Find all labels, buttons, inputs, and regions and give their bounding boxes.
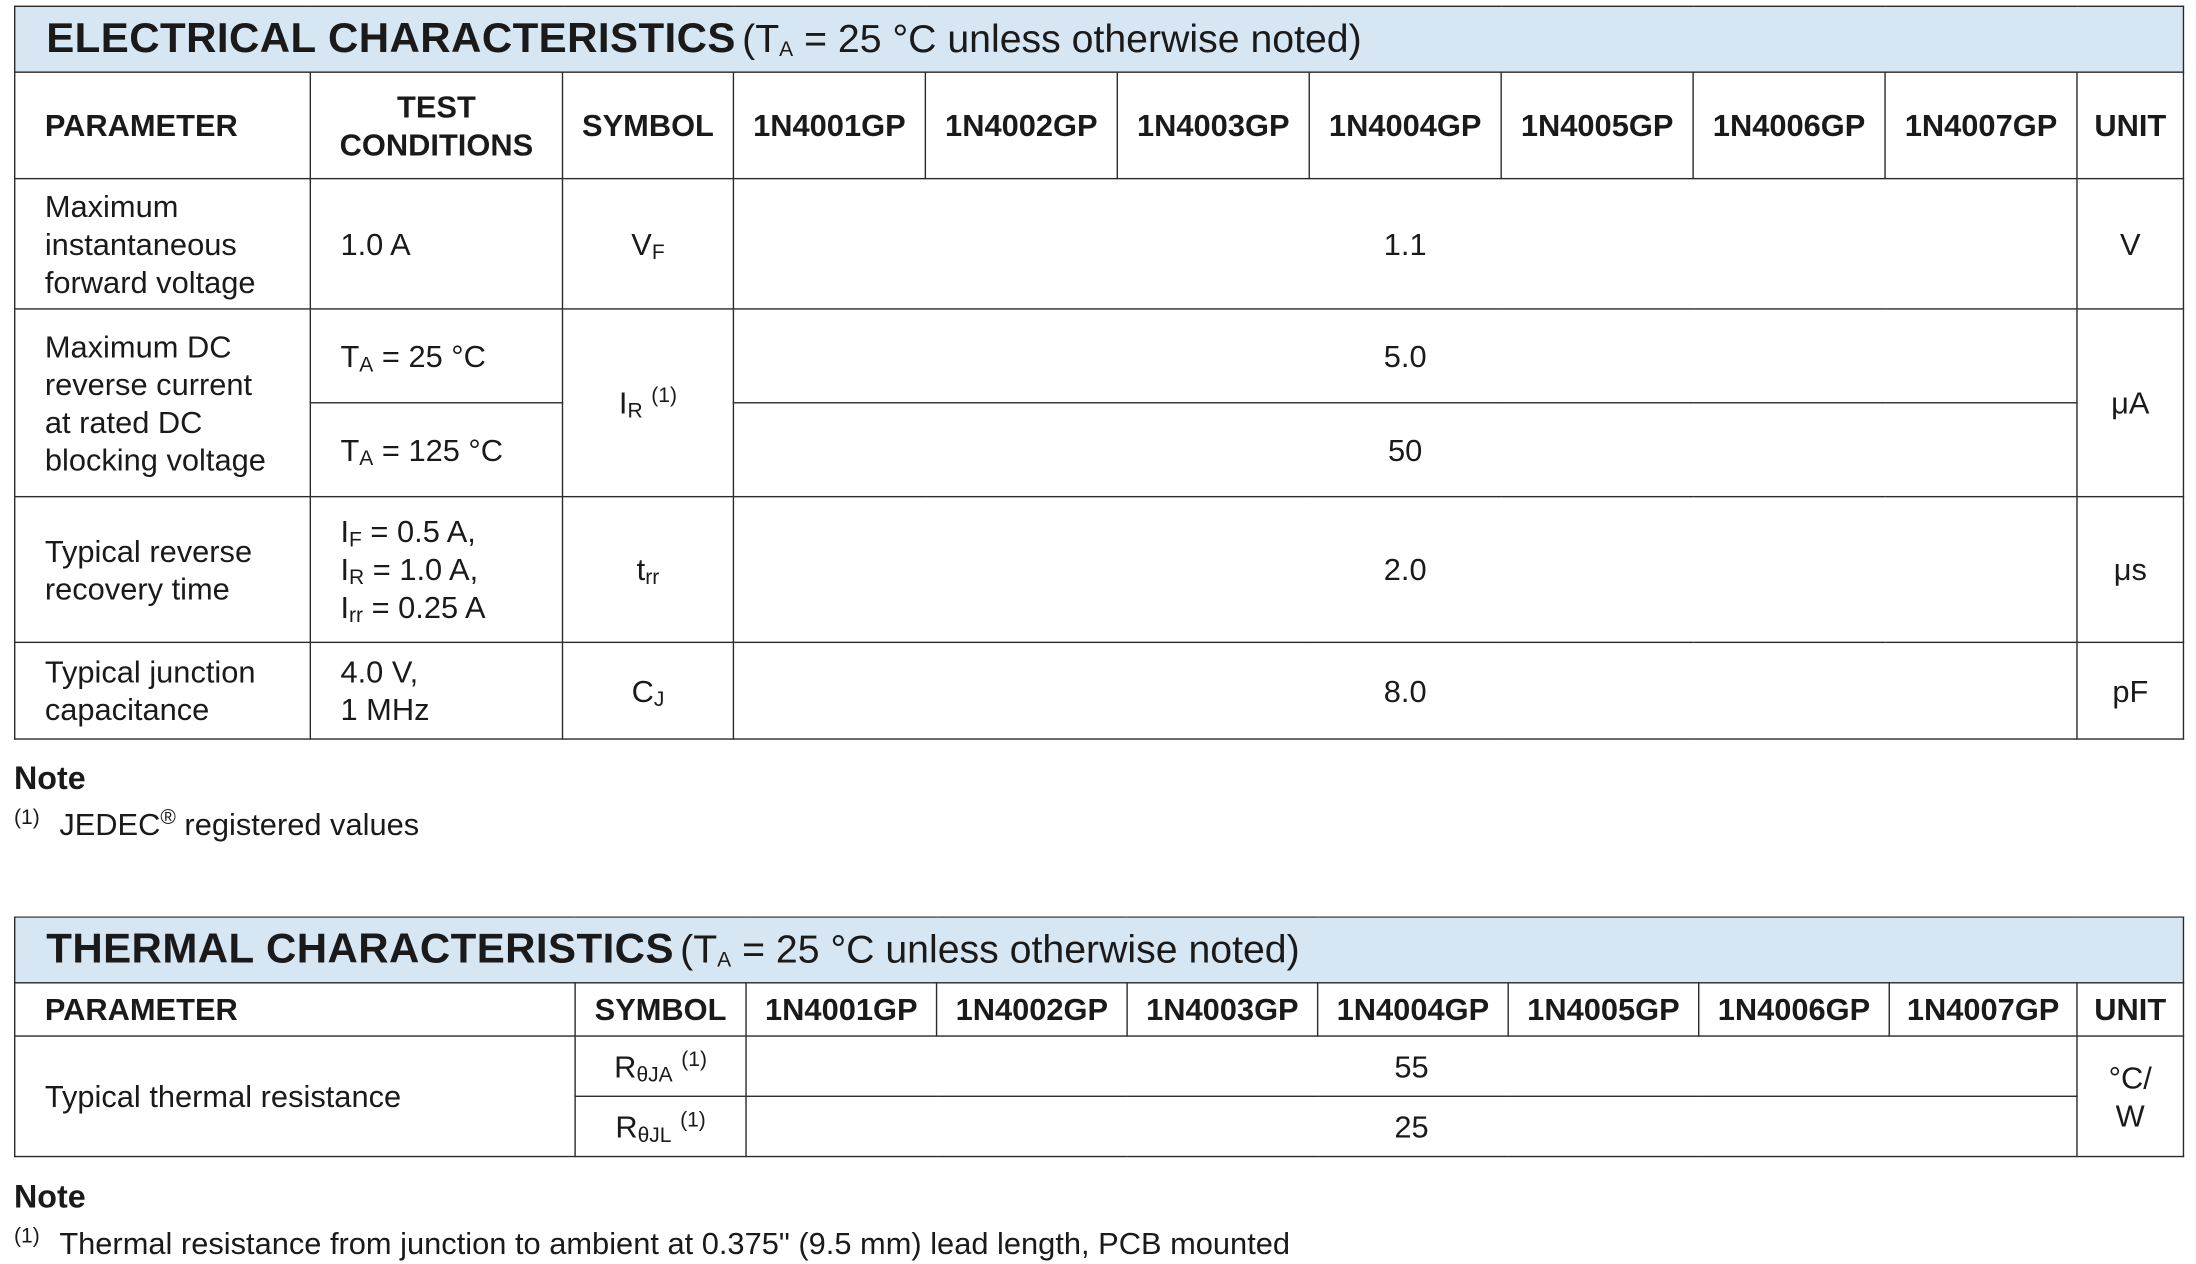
symbol-ir: $I_R$ $^{(1)}$ xyxy=(563,309,734,497)
header-part-1n4001gp: 1N4001GP xyxy=(733,72,925,178)
param-reverse-current: Maximum DC reverse current at rated DC blocking voltage xyxy=(15,309,311,497)
param-forward-voltage: Maximum instantaneous forward voltage xyxy=(15,179,311,309)
thermal-title: THERMAL CHARACTERISTICS xyxy=(46,926,674,973)
table-row xyxy=(15,497,2184,643)
header-part-1n4005gp: 1N4005GP xyxy=(1501,72,1693,178)
thermal-header-part-1n4006gp: 1N4006GP xyxy=(1699,983,1890,1036)
header-part-1n4006gp: 1N4006GP xyxy=(1693,72,1885,178)
thermal-title-bar xyxy=(15,917,2184,983)
value-rthjl: 25 xyxy=(746,1096,2077,1156)
thermal-header-part-1n4001gp: 1N4001GP xyxy=(746,983,937,1036)
param-thermal-resistance: Typical thermal resistance xyxy=(15,1036,575,1156)
electrical-condition: ($T_A = 25$ °C unless otherwise noted) xyxy=(742,16,1362,62)
symbol-rthjl: $R_{\theta JL}$ $^{(1)}$ xyxy=(575,1096,746,1156)
thermal-header-part-1n4005gp: 1N4005GP xyxy=(1508,983,1699,1036)
table-row xyxy=(15,1036,2184,1096)
thermal-header-part-1n4007gp: 1N4007GP xyxy=(1889,983,2077,1036)
unit-trr: μs xyxy=(2077,497,2184,643)
thermal-characteristics-table xyxy=(14,916,2184,1157)
electrical-note-title: Note xyxy=(14,759,86,796)
header-part-1n4007gp: 1N4007GP xyxy=(1885,72,2077,178)
table-row xyxy=(15,642,2184,739)
value-ir-25: 5.0 xyxy=(733,309,2077,403)
thermal-header-part-1n4002gp: 1N4002GP xyxy=(937,983,1128,1036)
cond-ta-25: $T_A = 25$ °C xyxy=(310,309,562,403)
header-symbol: SYMBOL xyxy=(563,72,734,178)
cond-junction-capacitance: 4.0 V, 1 MHz xyxy=(310,642,562,739)
symbol-trr: $t_{rr}$ xyxy=(563,497,734,643)
cond-forward-voltage: 1.0 A xyxy=(310,179,562,309)
header-unit: UNIT xyxy=(2077,72,2184,178)
header-parameter: PARAMETER xyxy=(15,72,311,178)
cond-recovery-time: $I_F = 0.5$ A, $I_R = 1.0$ A, $I_{rr} = 0.25$ A xyxy=(310,497,562,643)
unit-cj: pF xyxy=(2077,642,2184,739)
unit-thermal: °C/ W xyxy=(2077,1036,2184,1156)
symbol-rthja: $R_{\theta JA}$ $^{(1)}$ xyxy=(575,1036,746,1096)
electrical-title: ELECTRICAL CHARACTERISTICS xyxy=(46,15,736,62)
thermal-note-title: Note xyxy=(14,1178,86,1215)
header-part-1n4002gp: 1N4002GP xyxy=(925,72,1117,178)
header-test-conditions: TEST CONDITIONS xyxy=(310,72,562,178)
thermal-condition: ($T_A = 25$ °C unless otherwise noted) xyxy=(680,927,1300,973)
param-recovery-time: Typical reverse recovery time xyxy=(15,497,311,643)
value-vf: 1.1 xyxy=(733,179,2077,309)
electrical-characteristics-table xyxy=(14,6,2184,740)
thermal-header-part-1n4004gp: 1N4004GP xyxy=(1318,983,1509,1036)
thermal-header-part-1n4003gp: 1N4003GP xyxy=(1127,983,1318,1036)
unit-vf: V xyxy=(2077,179,2184,309)
thermal-header-symbol: SYMBOL xyxy=(575,983,746,1036)
table-row xyxy=(15,309,2184,403)
unit-ir: μA xyxy=(2077,309,2184,497)
value-ir-125: 50 xyxy=(733,403,2077,497)
value-trr: 2.0 xyxy=(733,497,2077,643)
thermal-note-text: $^{(1)}$ Thermal resistance from junction to ambient at 0.375" (9.5 mm) lead length, PCB mounted xyxy=(14,1224,1291,1261)
param-junction-capacitance: Typical junction capacitance xyxy=(15,642,311,739)
cond-ta-125: $T_A = 125$ °C xyxy=(310,403,562,497)
symbol-vf: $V_F$ xyxy=(563,179,734,309)
electrical-note-text: $^{(1)}$ JEDEC® registered values xyxy=(14,805,420,843)
electrical-title-bar xyxy=(15,6,2184,72)
value-rthja: 55 xyxy=(746,1036,2077,1096)
value-cj: 8.0 xyxy=(733,642,2077,739)
thermal-header-parameter: PARAMETER xyxy=(15,983,575,1036)
symbol-cj: $C_J$ xyxy=(563,642,734,739)
header-part-1n4004gp: 1N4004GP xyxy=(1309,72,1501,178)
thermal-header-unit: UNIT xyxy=(2077,983,2184,1036)
table-row xyxy=(15,403,2184,497)
table-row xyxy=(15,179,2184,309)
header-part-1n4003gp: 1N4003GP xyxy=(1117,72,1309,178)
